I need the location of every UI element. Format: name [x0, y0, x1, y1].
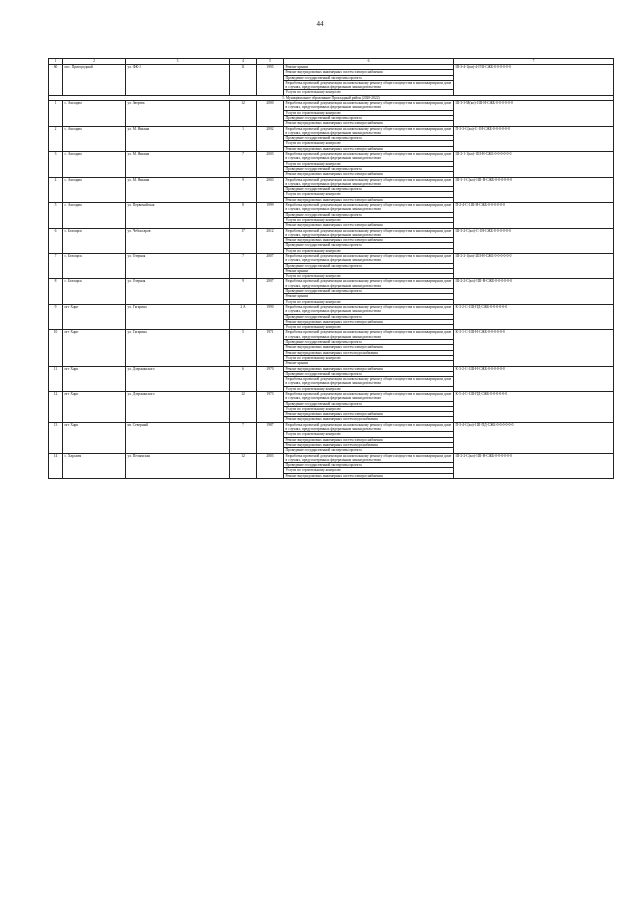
work-item-cell: Проведение государственной экспертизы проекта — [284, 340, 454, 345]
work-item-cell: Услуги по строительному контролю — [284, 217, 454, 222]
row-number: 10 — [49, 330, 63, 366]
street-cell: ул. М. Янкина — [126, 177, 230, 202]
year-cell: 2003 — [257, 177, 284, 202]
house-code-cell: Ш-2-2-С(кп)-1Ш-Н-СЖБ-0-0-0-0-0-0 — [454, 279, 614, 304]
work-item-cell: Ремонт внутридомовых инженерных систем электроснабжения — [284, 345, 454, 350]
house-number-cell: 12 — [230, 392, 257, 423]
house-number-cell: 5 — [230, 330, 257, 366]
locality-cell: с. Харсаим — [63, 453, 126, 478]
work-item-cell: Проведение государственной экспертизы проекта — [284, 166, 454, 171]
work-item-cell: Разработка проектной документации на капитальному ремонту общего имущества в многоквартирном доме в случаях, предусмотренных федеральным законодательством — [284, 304, 454, 314]
work-item-cell: Проведение государственной экспертизы проекта — [284, 212, 454, 217]
work-item-cell: Ремонт внутридомовых инженерных систем электроснабжения — [284, 238, 454, 243]
page-number: 44 — [316, 20, 324, 28]
section-title: 5. Муниципальное образование Прохладный район (2020-2022) — [49, 95, 614, 100]
row-number: 14 — [49, 453, 63, 478]
house-code-cell: Ш-3-3-М(кп)-1Ш-Н-СЖБ-0-0-0-0-0-0 — [454, 101, 614, 126]
work-item-cell: Услуги по строительному контролю — [284, 192, 454, 197]
table-row — [49, 152, 614, 162]
work-item-cell: Разработка проектной документации на капитальному ремонту общего имущества в многоквартирном доме в случаях, предусмотренных федеральным законодательством — [284, 330, 454, 340]
row-number: 4 — [49, 177, 63, 202]
house-number-cell: 17 — [230, 228, 257, 253]
col-7-header: 7 — [454, 59, 614, 65]
work-item-cell: Ремонт внутридомовых инженерных систем электроснабжения — [284, 70, 454, 75]
house-code-cell: Ш-3-1-С(кп)-1Ш-Н-СЖБ-0-0-0-0-0-0 — [454, 177, 614, 202]
year-cell: 1990 — [257, 304, 284, 329]
work-item-cell: Ремонт внутридомовых инженерных систем водоснабжения — [284, 442, 454, 447]
work-item-cell: Разработка проектной документации на капитальному ремонту общего имущества в многоквартирном доме в случаях, предусмотренных федеральным законодательством — [284, 253, 454, 263]
house-code-cell: Ш-2-2-С(кп)-1Ш-Н-СЖБ-0-0-0-0-0-0 — [454, 453, 614, 478]
rows-before-section — [49, 65, 614, 96]
row-number: 13 — [49, 422, 63, 453]
work-item-cell: Услуги по строительному контролю — [284, 110, 454, 115]
year-cell: 2002 — [257, 126, 284, 151]
work-item-cell: Проведение государственной экспертизы проекта — [284, 187, 454, 192]
locality-cell: с. Белоярск — [63, 228, 126, 253]
year-cell: 2003 — [257, 453, 284, 478]
year-cell: 2000 — [257, 101, 284, 126]
street-cell: ул. Первомайская — [126, 203, 230, 228]
house-number-cell: 12 — [230, 101, 257, 126]
row-number: 5 — [49, 203, 63, 228]
house-number-cell: 7 — [230, 152, 257, 177]
work-item-cell: Ремонт внутридомовых инженерных систем электроснабжения — [284, 121, 454, 126]
street-cell: кв. Северный — [126, 422, 230, 453]
year-cell: 1987 — [257, 422, 284, 453]
locality-cell: пгт Харп — [63, 366, 126, 391]
col-4-header: 4 — [230, 59, 257, 65]
street-cell: ул. Озерная — [126, 253, 230, 278]
house-number-cell: 9 — [230, 177, 257, 202]
year-cell: 1970 — [257, 366, 284, 391]
col-3-header: 3 — [126, 59, 230, 65]
year-cell: 2012 — [257, 228, 284, 253]
repair-program-table — [48, 58, 614, 479]
street-cell: ул. М. Янкина — [126, 126, 230, 151]
col-5-header: 5 — [257, 59, 284, 65]
street-cell: ул. ФК-1 — [126, 65, 230, 96]
work-item-cell: Услуги по строительному контролю — [284, 468, 454, 473]
work-item-cell: Разработка проектной документации на капитальному ремонту общего имущества в многоквартирном доме в случаях, предусмотренных федеральным законодательством — [284, 152, 454, 162]
locality-cell: пгт Харп — [63, 330, 126, 366]
locality-cell: с. Ашхарва — [63, 203, 126, 228]
house-number-cell: 8 — [230, 203, 257, 228]
row-number: 2 — [49, 126, 63, 151]
work-item-cell: Разработка проектной документации на капитальному ремонту общего имущества в многоквартирном доме в случаях, предусмотренных федеральным законодательством — [284, 101, 454, 111]
house-code-cell: П-3-4-С(кп)-1Ш-ПД-СЖБ-0-0-0-0-0-0 — [454, 422, 614, 453]
row-number: 60 — [49, 65, 63, 96]
house-number-cell: 1 — [230, 126, 257, 151]
locality-cell: пгт Харп — [63, 304, 126, 329]
row-number: 8 — [49, 279, 63, 304]
work-item-cell: Разработка проектной документации на капитальному ремонту общего имущества в многоквартирном доме в случаях, предусмотренных федеральным законодательством — [284, 228, 454, 238]
street-cell: ул. Пелымская — [126, 453, 230, 478]
work-item-cell: Услуги по строительному контролю — [284, 161, 454, 166]
locality-cell: с. Белоярск — [63, 279, 126, 304]
work-item-cell: Ремонт крыши — [284, 65, 454, 70]
work-item-cell: Разработка проектной документации на капитальному ремонту общего имущества в многоквартирном доме в случаях, предусмотренных федеральным законодательством — [284, 203, 454, 213]
house-code-cell: К-5-4-С-1Ш-ПД-СЖБ-0-0-0-0-0-0 — [454, 392, 614, 423]
work-item-cell: Ремонт внутридомовых инженерных систем электроснабжения — [284, 366, 454, 371]
work-item-cell: Проведение государственной экспертизы проекта — [284, 289, 454, 294]
table-row — [49, 228, 614, 238]
work-item-cell: Разработка проектной документации на капитальному ремонту общего имущества в многоквартирном доме в случаях, предусмотренных федеральным законодательством — [284, 422, 454, 432]
work-item-cell: Ремонт крыши — [284, 268, 454, 273]
work-item-cell: Ремонт внутридомовых инженерных систем электроснабжения — [284, 146, 454, 151]
work-item-cell: Разработка проектной документации на капитальному ремонту общего имущества в многоквартирном доме в случаях, предусмотренных федеральным законодательством — [284, 392, 454, 402]
work-item-cell: Разработка проектной документации на капитальному ремонту общего имущества в многоквартирном доме в случаях, предусмотренных федеральным законодательством — [284, 80, 454, 90]
house-code-cell: Ш-2-2-1(кп)-2Ш-Н-СЖБ-0-0-0-0-0-0 — [454, 253, 614, 278]
table-row — [49, 279, 614, 289]
house-number-cell: 6 — [230, 366, 257, 391]
street-cell: ул. М. Янкина — [126, 152, 230, 177]
work-item-cell: Услуги по строительному контролю — [284, 90, 454, 95]
work-item-cell: Ремонт внутридомовых инженерных систем электроснабжения — [284, 437, 454, 442]
col-1-header: 1 — [49, 59, 63, 65]
locality-cell: с. Ашхарва — [63, 101, 126, 126]
locality-cell: с. Ашхарва — [63, 152, 126, 177]
locality-cell: пгт Харп — [63, 392, 126, 423]
row-number: 3 — [49, 152, 63, 177]
house-code-cell: П-3-3-С(кп)-С-1Н-СЖБ-0-0-0-0-0-0 — [454, 126, 614, 151]
street-cell: ул. Гагарина — [126, 304, 230, 329]
table-row — [49, 453, 614, 463]
house-number-cell: 7 — [230, 422, 257, 453]
work-item-cell: Услуги по строительному контролю — [284, 325, 454, 330]
table-row — [49, 101, 614, 111]
year-cell: 1995 — [257, 65, 284, 96]
work-item-cell: Ремонт внутридомовых инженерных систем электроснабжения — [284, 319, 454, 324]
table-row — [49, 253, 614, 263]
year-cell: 1973 — [257, 392, 284, 423]
work-item-cell: Ремонт внутридомовых инженерных систем электроснабжения — [284, 412, 454, 417]
table-row — [49, 392, 614, 402]
street-cell: ул. Дзержинского — [126, 392, 230, 423]
year-cell: 2007 — [257, 279, 284, 304]
locality-cell: пгт Харп — [63, 422, 126, 453]
work-item-cell: Услуги по строительному контролю — [284, 248, 454, 253]
row-number: 11 — [49, 366, 63, 391]
street-cell: ул. Дзержинского — [126, 366, 230, 391]
row-number: 9 — [49, 304, 63, 329]
table-row — [49, 304, 614, 314]
locality-cell: с. Ашхарва — [63, 126, 126, 151]
table-row — [49, 126, 614, 136]
street-cell: ул. Чебоксаров — [126, 228, 230, 253]
locality-cell: с. Белоярск — [63, 253, 126, 278]
work-item-cell: Разработка проектной документации на капитальному ремонту общего имущества в многоквартирном доме в случаях, предусмотренных федеральным законодательством — [284, 377, 454, 387]
house-number-cell: 12 — [230, 453, 257, 478]
year-cell: 1999 — [257, 203, 284, 228]
row-number: 1 — [49, 101, 63, 126]
house-number-cell: 9 — [230, 279, 257, 304]
year-cell: 2007 — [257, 253, 284, 278]
year-cell: 1971 — [257, 330, 284, 366]
work-item-cell: Услуги по строительному контролю — [284, 141, 454, 146]
house-code-cell: К-3-2-С-1Ш-Н-СЖБ-0-0-0-0-0-0 — [454, 366, 614, 391]
work-item-cell: Проведение государственной экспертизы проекта — [284, 136, 454, 141]
work-item-cell: Ремонт крыши — [284, 294, 454, 299]
house-number-cell: 11 — [230, 65, 257, 96]
work-item-cell: Проведение государственной экспертизы проекта — [284, 243, 454, 248]
table-row — [49, 366, 614, 371]
house-code-cell: П-2-4-С-1Ш-Н-СЖБ-0-0-0-0-0-0 — [454, 203, 614, 228]
work-item-cell: Проведение государственной экспертизы проекта — [284, 75, 454, 80]
street-cell: ул. Озерная — [126, 279, 230, 304]
col-2-header: 2 — [63, 59, 126, 65]
work-item-cell: Проведение государственной экспертизы проекта — [284, 314, 454, 319]
year-cell: 2003 — [257, 152, 284, 177]
work-item-cell: Проведение государственной экспертизы проекта — [284, 448, 454, 453]
work-item-cell: Ремонт крыши — [284, 361, 454, 366]
locality-cell: пос. Пригородный — [63, 65, 126, 96]
work-item-cell: Проведение государственной экспертизы проекта — [284, 263, 454, 268]
house-code-cell: Ш-3-2-С(кп)-С-1Н-СЖБ-0-0-0-0-0-0 — [454, 228, 614, 253]
house-code-cell: К-3-1-С-1Ш-Н-СЖБ-0-0-0-0-0-0 — [454, 330, 614, 366]
street-cell: ул. Зверева — [126, 101, 230, 126]
work-item-cell: Услуги по строительному контролю — [284, 274, 454, 279]
work-item-cell: Ремонт внутридомовых инженерных систем водоснабжения — [284, 417, 454, 422]
work-item-cell: Проведение государственной экспертизы проекта — [284, 371, 454, 376]
work-item-cell: Разработка проектной документации на капитальному ремонту общего имущества в многоквартирном доме в случаях, предусмотренных федеральным законодательством — [284, 126, 454, 136]
work-item-cell: Ремонт внутридомовых инженерных систем электроснабжения — [284, 172, 454, 177]
house-code-cell: К-3-2-С-1Ш-ПД-СЖБ-0-0-0-0-0-0 — [454, 304, 614, 329]
table-row — [49, 203, 614, 213]
house-code-cell: Ш-2-1-1(кп)-1Ш-Н-СЖБ-0-0-0-0-0-0 — [454, 152, 614, 177]
locality-cell: с. Ашхарва — [63, 177, 126, 202]
work-item-cell: Проведение государственной экспертизы проекта — [284, 401, 454, 406]
table-row — [49, 177, 614, 187]
house-code-cell: Ш-3-4-1(кп)-4-ГШ-СЖБ-0-0-0-0-0-0 — [454, 65, 614, 96]
work-item-cell: Разработка проектной документации на капитальному ремонту общего имущества в многоквартирном доме в случаях, предусмотренных федеральным законодательством — [284, 453, 454, 463]
col-6-header: 6 — [284, 59, 454, 65]
table-row — [49, 422, 614, 432]
work-item-cell: Проведение государственной экспертизы проекта — [284, 115, 454, 120]
table-row — [49, 330, 614, 340]
street-cell: ул. Гагарина — [126, 330, 230, 366]
house-number-cell: 7 — [230, 253, 257, 278]
work-item-cell: Разработка проектной документации на капитальному ремонту общего имущества в многоквартирном доме в случаях, предусмотренных федеральным законодательством — [284, 279, 454, 289]
work-item-cell: Проведение государственной экспертизы проекта — [284, 463, 454, 468]
work-item-cell: Услуги по строительному контролю — [284, 355, 454, 360]
work-item-cell: Ремонт внутридомовых инженерных систем водоснабжения — [284, 350, 454, 355]
work-item-cell: Услуги по строительному контролю — [284, 432, 454, 437]
work-item-cell: Услуги по строительному контролю — [284, 386, 454, 391]
rows-section — [49, 101, 614, 479]
work-item-cell: Разработка проектной документации на капитальному ремонту общего имущества в многоквартирном доме в случаях, предусмотренных федеральным законодательством — [284, 177, 454, 187]
house-number-cell: 2 А — [230, 304, 257, 329]
work-item-cell: Ремонт внутридомовых инженерных систем электроснабжения — [284, 197, 454, 202]
work-item-cell: Ремонт внутридомовых инженерных систем электроснабжения — [284, 473, 454, 478]
row-number: 12 — [49, 392, 63, 423]
work-item-cell: Ремонт внутридомовых инженерных систем электроснабжения — [284, 223, 454, 228]
work-item-cell: Услуги по строительному контролю — [284, 406, 454, 411]
row-number: 6 — [49, 228, 63, 253]
work-item-cell: Услуги по строительному контролю — [284, 299, 454, 304]
row-number: 7 — [49, 253, 63, 278]
